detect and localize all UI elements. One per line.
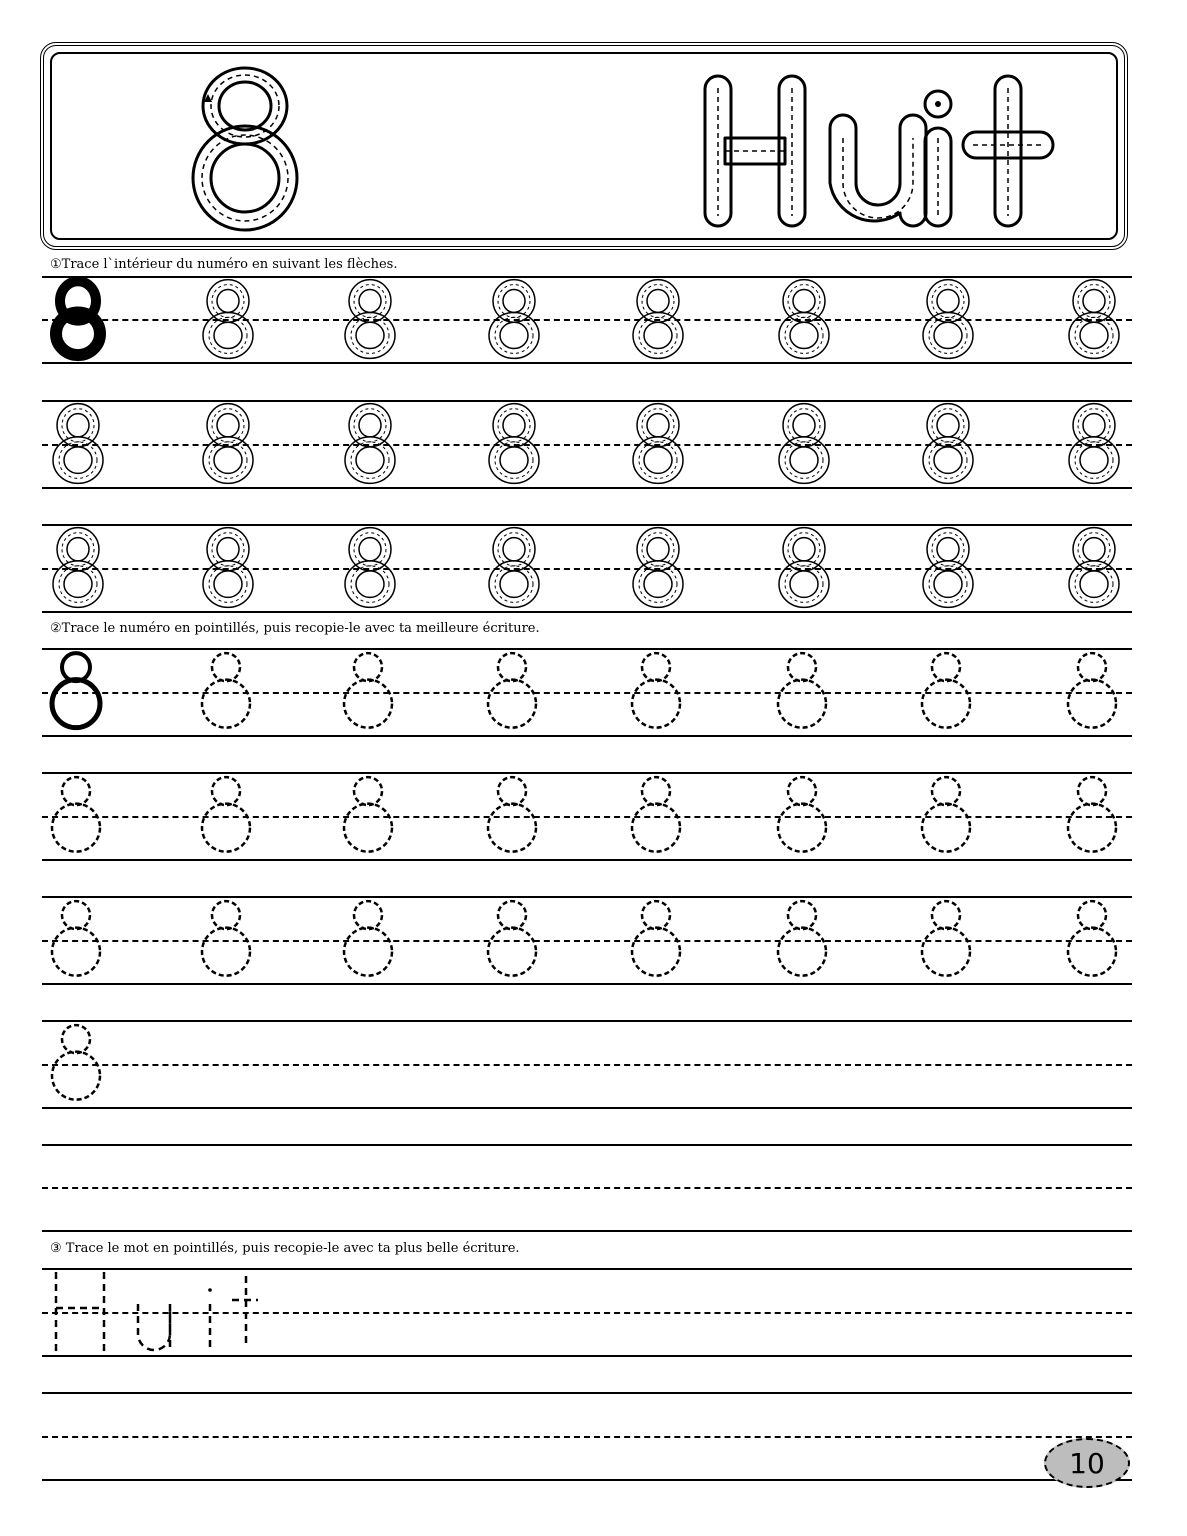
trace-outline-eight (340, 402, 400, 485)
trace-dashed-eight (1064, 896, 1124, 983)
trace-outline-eight (484, 278, 544, 360)
trace-outline-eight (198, 402, 258, 485)
trace-dashed-eight (198, 648, 258, 735)
row-top-line (42, 1020, 1132, 1022)
trace-dashed-eight (340, 648, 400, 735)
trace-dashed-eight (774, 772, 834, 859)
row-top-line (42, 1144, 1132, 1146)
row-mid-dashed-line (42, 1436, 1132, 1438)
trace-dashed-eight (918, 772, 978, 859)
trace-outline-eight (484, 526, 544, 609)
trace-dashed-word (46, 1270, 276, 1354)
instruction-step3: ③ Trace le mot en pointillés, puis recopie-le avec ta plus belle écriture. (50, 1241, 520, 1256)
trace-outline-eight (48, 526, 108, 609)
trace-outline-eight (918, 402, 978, 485)
instruction-step1: ①Trace l`intérieur du numéro en suivant les flèches. (50, 257, 398, 272)
trace-outline-eight (48, 402, 108, 485)
model-eight (48, 648, 108, 735)
trace-dashed-eight (774, 648, 834, 735)
trace-dashed-eight (484, 772, 544, 859)
row-base-line (42, 859, 1132, 861)
page-number: 10 (1069, 1446, 1105, 1480)
row-base-line (42, 1355, 1132, 1357)
row-mid-dashed-line (42, 1064, 1132, 1066)
trace-dashed-eight (48, 1020, 108, 1107)
trace-dashed-eight (198, 896, 258, 983)
trace-dashed-eight (1064, 772, 1124, 859)
trace-outline-eight (774, 526, 834, 609)
trace-dashed-eight (628, 648, 688, 735)
trace-outline-eight (774, 402, 834, 485)
trace-dashed-eight (918, 648, 978, 735)
trace-outline-eight (198, 526, 258, 609)
trace-outline-eight (484, 402, 544, 485)
trace-dashed-eight (340, 772, 400, 859)
trace-dashed-eight (48, 772, 108, 859)
row-base-line (42, 735, 1132, 737)
trace-dashed-eight (918, 896, 978, 983)
row-base-line (42, 611, 1132, 613)
instruction-step2: ②Trace le numéro en pointillés, puis recopie-le avec ta meilleure écriture. (50, 621, 540, 636)
row-base-line (42, 362, 1132, 364)
row-top-line (42, 1392, 1132, 1394)
trace-outline-eight (628, 278, 688, 360)
page-number-badge (1044, 1438, 1130, 1488)
trace-dashed-eight (340, 896, 400, 983)
trace-outline-eight (340, 278, 400, 360)
row-base-line (42, 487, 1132, 489)
trace-outline-eight (774, 278, 834, 360)
trace-dashed-eight (628, 772, 688, 859)
trace-dashed-eight (48, 896, 108, 983)
row-base-line (42, 1230, 1132, 1232)
trace-dashed-eight (628, 896, 688, 983)
trace-outline-eight (1064, 526, 1124, 609)
row-base-line (42, 1107, 1132, 1109)
trace-dashed-eight (198, 772, 258, 859)
trace-outline-eight (918, 278, 978, 360)
title-numeral-outline (180, 58, 310, 238)
trace-dashed-eight (484, 648, 544, 735)
trace-outline-eight (340, 526, 400, 609)
trace-outline-eight (198, 278, 258, 360)
trace-dashed-eight (1064, 648, 1124, 735)
trace-outline-eight (1064, 278, 1124, 360)
trace-outline-eight (1064, 402, 1124, 485)
trace-outline-eight (918, 526, 978, 609)
model-solid-eight (48, 278, 108, 360)
title-word-outline (695, 68, 1065, 238)
trace-outline-eight (628, 402, 688, 485)
trace-outline-eight (628, 526, 688, 609)
trace-dashed-eight (774, 896, 834, 983)
trace-dashed-eight (484, 896, 544, 983)
row-base-line (42, 1479, 1132, 1481)
row-mid-dashed-line (42, 1187, 1132, 1189)
row-base-line (42, 983, 1132, 985)
